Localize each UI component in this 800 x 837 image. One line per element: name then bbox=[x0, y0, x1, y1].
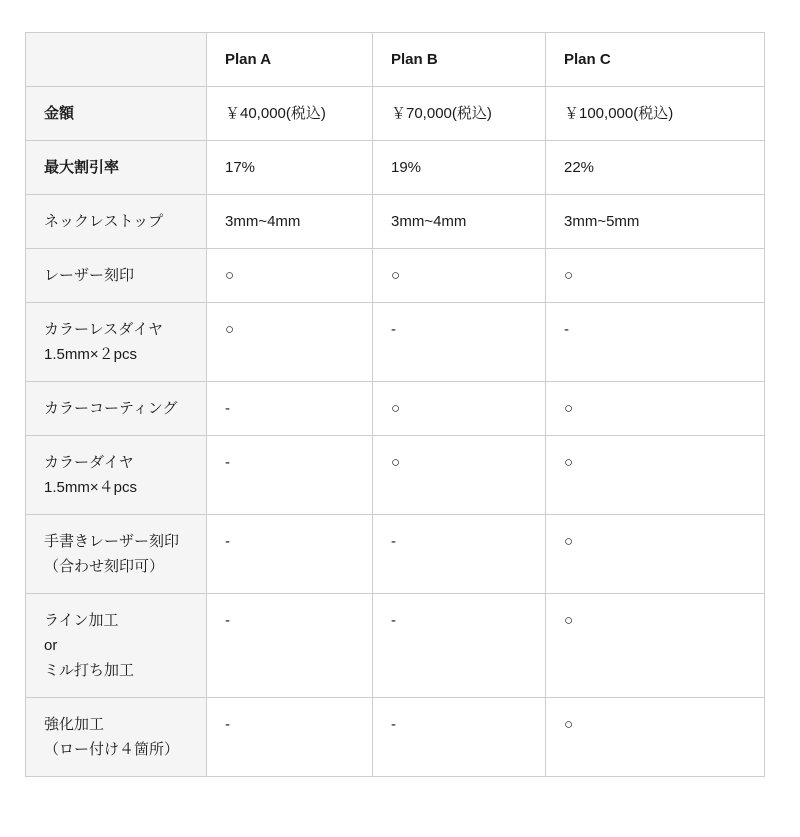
cell-color-coating-plan-a: - bbox=[207, 382, 373, 436]
row-label-text: 強化加工 bbox=[44, 716, 105, 733]
row-label-text: カラーコーティング bbox=[44, 400, 178, 417]
plan-comparison-table bbox=[25, 32, 765, 777]
cell-reinforcement-plan-a: - bbox=[207, 698, 373, 777]
cell-price-plan-a: ￥40,000(税込) bbox=[207, 87, 373, 141]
row-label-text: （合わせ刻印可） bbox=[44, 558, 165, 575]
cell-color-diamond-plan-b: ○ bbox=[373, 436, 546, 515]
row-label-text: ネックレストップ bbox=[44, 213, 164, 230]
cell-laser-engraving-plan-a: ○ bbox=[207, 249, 373, 303]
cell-reinforcement-plan-c: ○ bbox=[546, 698, 765, 777]
cell-necklace-top-plan-b: 3mm~4mm bbox=[373, 195, 546, 249]
cell-color-coating-plan-c: ○ bbox=[546, 382, 765, 436]
cell-colorless-diamond-plan-a: ○ bbox=[207, 303, 373, 382]
row-label-necklace-top bbox=[26, 195, 207, 249]
row-label-text: 1.5mm×４pcs bbox=[44, 479, 137, 496]
cell-handwritten-laser-plan-c: ○ bbox=[546, 515, 765, 594]
cell-line-or-mill-plan-c: ○ bbox=[546, 594, 765, 698]
row-label-text: レーザー刻印 bbox=[44, 267, 135, 284]
header-corner-cell bbox=[26, 33, 207, 87]
cell-colorless-diamond-plan-b: - bbox=[373, 303, 546, 382]
cell-color-diamond-plan-a: - bbox=[207, 436, 373, 515]
table-row-laser-engraving bbox=[26, 249, 765, 303]
table-row-color-coating bbox=[26, 382, 765, 436]
row-label-colorless-diamond bbox=[26, 303, 207, 382]
row-label-text: 手書きレーザー刻印 bbox=[44, 533, 180, 550]
row-label-handwritten-laser-engraving bbox=[26, 515, 207, 594]
table-row-max-discount-rate bbox=[26, 141, 765, 195]
row-label-text: カラーダイヤ bbox=[44, 454, 134, 471]
column-header-plan-b: Plan B bbox=[373, 33, 546, 87]
cell-price-plan-b: ￥70,000(税込) bbox=[373, 87, 546, 141]
cell-colorless-diamond-plan-c: - bbox=[546, 303, 765, 382]
row-label-text: 金額 bbox=[44, 105, 75, 122]
row-label-text: カラーレスダイヤ bbox=[44, 321, 163, 338]
table-row-price bbox=[26, 87, 765, 141]
row-label-line-or-mill-processing bbox=[26, 594, 207, 698]
cell-color-coating-plan-b: ○ bbox=[373, 382, 546, 436]
cell-line-or-mill-plan-b: - bbox=[373, 594, 546, 698]
cell-max-discount-plan-c: 22% bbox=[546, 141, 765, 195]
cell-reinforcement-plan-b: - bbox=[373, 698, 546, 777]
cell-necklace-top-plan-a: 3mm~4mm bbox=[207, 195, 373, 249]
cell-max-discount-plan-b: 19% bbox=[373, 141, 546, 195]
table-row-handwritten-laser-engraving bbox=[26, 515, 765, 594]
table-row-color-diamond bbox=[26, 436, 765, 515]
table-row-colorless-diamond bbox=[26, 303, 765, 382]
cell-laser-engraving-plan-b: ○ bbox=[373, 249, 546, 303]
row-label-color-coating bbox=[26, 382, 207, 436]
row-label-text: ライン加工 bbox=[44, 612, 119, 629]
row-label-price bbox=[26, 87, 207, 141]
column-header-plan-a: Plan A bbox=[207, 33, 373, 87]
cell-handwritten-laser-plan-b: - bbox=[373, 515, 546, 594]
cell-price-plan-c: ￥100,000(税込) bbox=[546, 87, 765, 141]
row-label-text: or bbox=[44, 637, 58, 654]
cell-necklace-top-plan-c: 3mm~5mm bbox=[546, 195, 765, 249]
row-label-text: ミル打ち加工 bbox=[44, 662, 135, 679]
row-label-laser-engraving bbox=[26, 249, 207, 303]
cell-handwritten-laser-plan-a: - bbox=[207, 515, 373, 594]
cell-laser-engraving-plan-c: ○ bbox=[546, 249, 765, 303]
row-label-reinforcement-processing bbox=[26, 698, 207, 777]
cell-color-diamond-plan-c: ○ bbox=[546, 436, 765, 515]
cell-line-or-mill-plan-a: - bbox=[207, 594, 373, 698]
table-row-reinforcement-processing bbox=[26, 698, 765, 777]
table-row-line-or-mill-processing bbox=[26, 594, 765, 698]
table-row-necklace-top bbox=[26, 195, 765, 249]
row-label-max-discount-rate bbox=[26, 141, 207, 195]
row-label-text: 最大割引率 bbox=[44, 159, 120, 176]
header-row bbox=[26, 33, 765, 87]
row-label-text: 1.5mm×２pcs bbox=[44, 346, 137, 363]
cell-max-discount-plan-a: 17% bbox=[207, 141, 373, 195]
column-header-plan-c: Plan C bbox=[546, 33, 765, 87]
row-label-color-diamond bbox=[26, 436, 207, 515]
row-label-text: （ロー付け４箇所） bbox=[44, 741, 180, 758]
